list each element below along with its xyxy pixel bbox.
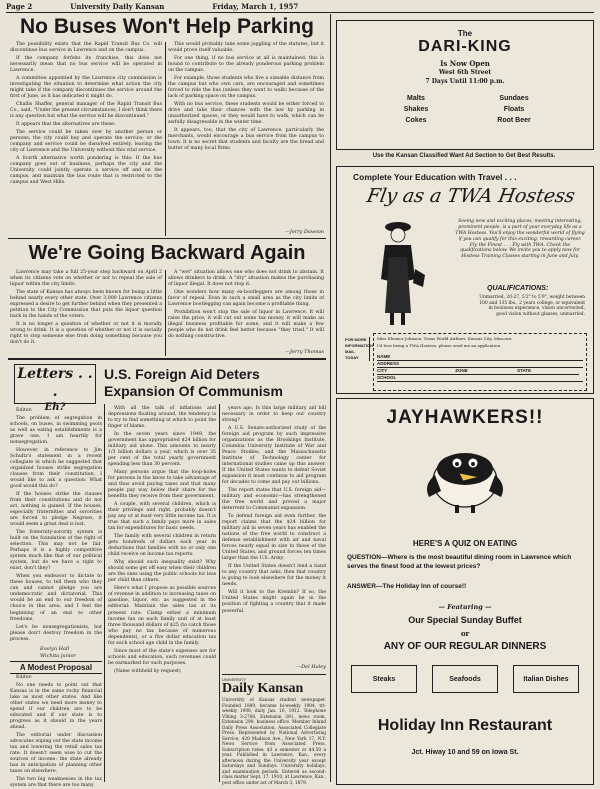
or-label: or — [460, 629, 470, 638]
paper-name: University Daily Kansan — [70, 2, 165, 11]
article1-paragraph: Challis Shaffer, general manager of the Rapid Transit Bus Co., said, "Under the present circumstances, I don't think there is any question but what the service will be discontinued." — [10, 102, 162, 120]
masthead-name: Daily Kansan — [222, 681, 304, 696]
foreign-aid-col2 — [222, 406, 326, 668]
foreign-aid-title-line1: U.S. Foreign Aid Deters — [104, 366, 260, 382]
menu-row — [367, 95, 563, 102]
foreign-aid-paragraph: years ago. Is this large military aid bill necessary in order to keep our country strong? — [222, 406, 326, 424]
page-header — [6, 2, 594, 13]
dariking-name: DARI-KING — [418, 38, 512, 55]
article1-paragraph: It appears, too, that the city of Lawrence, particularly the merchants, would encourage a bus service from the campus to town. It is no secret that students and faculty are the bread and butter of many local firms. — [168, 128, 324, 152]
coupon-to: Miss Eleanor Johnson, Trans World Airlines, Kansas City, Missouri — [377, 336, 512, 341]
foreign-aid-paragraph: Here's what I propose as possible sources of revenue in addition to increasing taxes on gasoline, liquor, etc. as suggested in the editorial: Maintain the sales tax at its present rate. Clamp either a minimum income tax on each family unit of at least three thousand dollars of $25 (to catch those who pay no tax because of numerous dependents), or a five dollar education tax for each school age child in the family. — [108, 586, 216, 646]
menu-item: Malts — [407, 95, 425, 102]
modest-proposal-paragraph: No one needs to point out that Kansas is in the same rocky financial lake as most other states. And like other states we need more money to spend if our children are to be educated and if our state is to progress as it should in the years ahead. — [10, 683, 102, 731]
coupon-field-address[interactable]: ADDRESS — [377, 361, 583, 368]
masthead — [222, 674, 326, 786]
masthead-text: University of Kansas student newspaper. Founded 1889, became bi-weekly 1904, tri-weekly 1908, daily Jan. 16, 1912. Telephone VIking 3-2700, Extension 391, news room, Extension 290, business office. Member Inland Daily Press Association, Associated Collegiate Press. Represented by National Advertising Service, 420 Madison Ave., New York 17, N.Y. News Service from Associated Press. Subscription rates: $3 a semester or $4.50 a year. Published in Lawrence, Kan., every afternoon during the University year except Saturdays and Sundays. University holidays, and examination periods. Entered as second-class matter Sept. 17, 1910, at Lawrence, Kan., post office under act of March 3, 1879. — [222, 698, 326, 786]
foreign-aid-col1 — [108, 406, 216, 783]
dariking-ad — [336, 20, 594, 150]
article2-paragraph: One wonders how many ex-bootleggers are among those in favor of repeal. Even in such a small area as the city limits of Lawrence bootlegging can again become a profitable thing. — [168, 290, 324, 308]
issue-date: Friday, March 1, 1957 — [212, 2, 299, 11]
dish-badge: Seafoods — [432, 665, 498, 693]
twa-body: Seeing new and exciting places, meeting interesting, prominent people, is a part of your everyday life as a TWA Hostess. You'll enjoy the wonderful world of flying if you can qualify for this exciting, rewarding career. Fly the Finest . . . Fly with TWA. Check the qualifications below. We invite you to apply now for Hostess Training Classes starting in June and July. — [455, 219, 585, 260]
page-number: Page 2 — [6, 2, 33, 11]
letter-paragraph: The problem of segregation in schools, on buses, in swimming pools as well as eating establishments is a grave one. I am heartily for nonsegregation. — [10, 416, 102, 446]
holiday-inn-name: Holiday Inn Restaurant — [377, 717, 553, 734]
foreign-aid-paragraph: (Name withheld by request) — [114, 668, 181, 674]
article1-paragraph: A fourth alternative worth pondering is this: If the bus company goes out of business, perhaps the city and the University could jointly operate a service off and on the campus, and maintain the bus route that is restricted to the campus and West Hills. — [10, 156, 162, 186]
letters-sub: Eh? — [44, 402, 66, 413]
foreign-aid-paragraph: Since most of the state's expenses are for schools and education, such revenues could be earmarked for such purposes. — [108, 648, 216, 666]
foreign-aid-paragraph: Why should such inequality exist? Why should some get off easy when their children are the ones using the public schools for less per child than others. — [108, 560, 216, 584]
article1-paragraph: This would probably take some juggling of the statutes, but it would prove itself valuable. — [168, 42, 324, 54]
holiday-inn-ad — [336, 398, 594, 785]
menu-row — [367, 117, 563, 124]
foreign-aid-paragraph: In the seven years since 1949, the government has appropriated $24 billion for military aid alone. This amounts to nearly 1/3 billion dollars a year, which is over 35 per cent of the total yearly government spending less than 30 percent. — [108, 432, 216, 468]
hostess-illustration — [363, 217, 433, 329]
twa-headline: Complete Your Education with Travel . . . — [353, 172, 517, 182]
letter-paragraph: When you endeavor to dictate to these houses, to tell them who they can and cannot pledge you are undemocratic and dictatorial. This would be an end to our freedom of choice in this area, and I feel the beginning of an end to other freedoms. — [10, 574, 102, 622]
modest-proposal-body — [10, 675, 102, 789]
letter-signer: Evelyn Hall — [40, 646, 70, 652]
article2-col2 — [168, 270, 324, 350]
foreign-aid-paragraph: If the United States doesn't lend a hand to any country that asks, then that country is going to look elsewhere for the money it needs. — [222, 564, 326, 588]
twa-side-label: FOR MORE INFORMATION MAIL TODAY — [345, 337, 373, 360]
foreign-aid-paragraph: A U.S. Senate-authorized study of the foreign aid program by such impressive organizations as the Brookings Institute, Columbia University Institute of War and Peace Studies, and the Massachusetts Institute of Technology center for international studies came up this answer. If the United States wants to defeat Soviet expansion it must continue to aid program for decades to come and pay out billions. — [222, 426, 326, 486]
article1-paragraph: A committee appointed by the Lawrence city commission is investigating the situation to determine what action the city might take if the company discontinues the service around the first of June, as it has indicated it might do. — [10, 76, 162, 100]
foreign-aid-signature: —Del Haley — [296, 664, 326, 670]
article1-col2 — [168, 42, 324, 230]
menu-item: Shakes — [403, 106, 429, 113]
masthead-label: UNIVERSITY — [222, 677, 247, 682]
article1-signature: —Jerry Dawson — [284, 229, 324, 235]
jayhawkers-heading: JAYHAWKERS!! — [386, 407, 544, 428]
dish-list — [351, 665, 579, 693]
regular-dinners: ANY OF OUR REGULAR DINNERS — [383, 641, 547, 652]
twa-script: Fly as a TWA Hostess — [365, 185, 577, 207]
letter-paragraph: The fraternity-sorority system is built on the foundation of the right of selection. This may not be fair. Perhaps it is a highly competitive system much like that of our political system, but do we have a right to exist, don't they? — [10, 530, 102, 572]
article2-paragraph: It is no longer a question of whether or not it is morally wrong to drink. It is a question of whether or not it is socially right to stop someone else from doing something because you don't do it. — [10, 322, 162, 346]
foreign-aid-paragraph: With all the talk of inflations and depressions floating around, the tendency is to try to find something at which to point the finger of blame. — [108, 406, 216, 430]
jayhawk-mascot-illustration — [419, 435, 511, 515]
twa-qual-text: Unmarried, 20-27, 5'2" to 5'9", weight between 100 and 135 lbs., 2 years college, or equivalent in business experience, vision uncorrected, good vision without glasses, unmarried. — [479, 295, 585, 317]
menu-item: Root Beer — [497, 117, 531, 124]
foreign-aid-paragraph: The report states that U.S. foreign aid—military and economic—has strengthened the free world and proved a major deterrent to Communist expansion. — [222, 488, 326, 512]
dariking-menu — [367, 95, 563, 128]
foreign-aid-paragraph: Will it look to the Kremlin? If so, the United States might again be in the position of fighting a country that it made powerful. — [222, 590, 326, 614]
quiz-heading: HERE'S A QUIZ ON EATING — [412, 539, 518, 548]
coupon-line: I'd love being a TWA Hostess, please send me an application. — [377, 343, 502, 348]
article2-paragraph: Lawrence may take a full 25-year step backward on April 2 when its citizens vote on whether or not to repeal the sale of liquor within the city limits. — [10, 270, 162, 288]
letter-paragraph: However, in reference to Jim Schultz's statement in a recent collegiate in which he suggested that organized houses strike segregation clauses from their constitution, I would like to ask a question: What good would this do? — [10, 448, 102, 490]
article1-title: No Buses Won't Help Parking — [20, 15, 314, 38]
twa-ad — [336, 166, 594, 394]
article1-paragraph: If the company forfeits its franchise, this does not necessarily mean that no bus service will be operated in Lawrence. — [10, 56, 162, 74]
coupon-fields — [377, 354, 583, 382]
article1-paragraph: For example, those students who live a sizeable distance from the campus but who own cars, are encouraged and sometimes forced to ride the bus (unless they want to walk) because of the lack of parking space on the campus. — [168, 76, 324, 100]
letters-title: Letters . . . — [17, 366, 93, 400]
coupon-field-state[interactable]: STATE — [517, 368, 579, 375]
letter-paragraph: Editor: — [16, 408, 33, 413]
foreign-aid-paragraph: Many persons argue that the loop-holes for persons in the know to take advantage of and thus avoid paying taxes and that many people pay way below their share for the benefits they receive from their government. — [108, 470, 216, 500]
dariking-address: West 6th Street — [438, 69, 492, 76]
quiz-question: QUESTION—Where is the most beautiful dining room in Lawrence which serves the finest food at the lowest prices? — [347, 554, 572, 570]
letters-body — [10, 408, 102, 644]
article1-paragraph: The service could be taken over by another person or persons; the city could buy and operate the service; or the company and service could be dissolved entirely, leaving the city of Lawrence and the University without this vital service. — [10, 130, 162, 154]
twa-qual-title: QUALIFICATIONS: — [487, 285, 549, 292]
coupon-field-school[interactable]: SCHOOL — [377, 375, 583, 382]
coupon-field-zone[interactable]: ZONE — [455, 368, 517, 375]
article2-title: We're Going Backward Again — [28, 242, 306, 264]
article2-paragraph: The state of Kansas has always been known for being a little behind nearly every other state. Over 3,000 Lawrence citizens expressed a desire to get further behind when they presented a petition to the City Commission that puts the liquor question back in the hands of the voters. — [10, 290, 162, 320]
article2-paragraph: A "wet" situation allows one who does not drink to abstain. It allows drinkers to drink. A "dry" situation makes the purchasing of liquor illegal. It does not stop it. — [168, 270, 324, 288]
menu-item: Sundaes — [499, 95, 529, 102]
dariking-hours: 7 Days Until 11:00 p.m. — [425, 78, 505, 85]
letter-paragraph: Let's be nonsegregationists, but please don't destroy freedom in the process. — [10, 624, 102, 642]
dariking-open: Is Now Open — [440, 59, 490, 68]
article1-paragraph: For one thing, if no bus service at all is maintained, this is bound to contribute to the already ponderous parking problem on the campus. — [168, 56, 324, 74]
article2-signature: —Jerry Thomas — [284, 349, 324, 355]
coupon-field-city[interactable]: CITY — [377, 368, 455, 375]
article1-paragraph: It appears that the alternatives are these: — [16, 122, 116, 128]
quiz-answer: ANSWER—The Holiday Inn of course!! — [347, 583, 467, 590]
featuring-label: — Featuring — — [438, 603, 492, 611]
dish-badge: Steaks — [351, 665, 417, 693]
modest-proposal-title: A Modest Proposal — [10, 661, 102, 674]
dariking-the: The — [457, 29, 473, 38]
article2-col1 — [10, 270, 162, 354]
holiday-inn-location: Jct. Hiway 10 and 59 on Iowa St. — [411, 749, 519, 756]
foreign-aid-title-line2: Expansion Of Communism — [104, 383, 283, 399]
sunday-buffet: Our Special Sunday Buffet — [408, 615, 522, 625]
modest-proposal-paragraph: The editorial under discussion advocates wiping out the state income tax and lowering the retail sales tax rate. It doesn't seem wise to cut the sources of income: the state already has in anticipation of planning other taxes on elsewhere. — [10, 733, 102, 775]
foreign-aid-paragraph: To defend foreign aid even further, the report claims that the $24 billion for military aid in seven years has enabled the nations of the free world to construct a defense establishment with air and naval forces nearly equal in size to those of the United States, and ground forces ten times larger than the U.S. Army. — [222, 514, 326, 562]
modest-proposal-paragraph: Editor: — [16, 675, 33, 680]
menu-item: Cokes — [405, 117, 427, 124]
article1-paragraph: With no bus service, these students would be either forced to drive and take their chances with the law by parking in unauthorized spaces, or they would have to walk, which can be awfully disagreeable in the winter time. — [168, 102, 324, 126]
menu-row — [367, 106, 563, 113]
article2-paragraph: Prohibition won't stop the sale of liquor in Lawrence. It will raise the price, it will cut out some tax money, it will make an illegal business profitable for some, and it will make a few people who do not drink feel better because "they tried." It will do nothing constructive. — [168, 310, 324, 340]
article1-paragraph: The possibility exists that the Rapid Transit Bus Co. will discontinue bus service in Lawrence and on the campus. — [10, 42, 162, 54]
twa-coupon — [373, 333, 587, 391]
foreign-aid-paragraph: The family with several children in return gets hundreds of dollars each year in deductions that families with no or only one child receive on income tax reports. — [108, 534, 216, 558]
modest-proposal-paragraph: The two big weaknesses in the tax system are that there are too many — [10, 777, 102, 789]
dish-badge: Italian Dishes — [513, 665, 579, 693]
article1-col1 — [10, 42, 162, 236]
foreign-aid-paragraph: A couple, with several children, which is their privilege and right, probably doesn't pay any or at least very little income tax. It is true that such a family pays more in sales tax for expenditures for basic needs. — [108, 502, 216, 532]
letter-signer-class: Wichita junior — [40, 653, 76, 659]
coupon-field-name[interactable]: NAME — [377, 354, 583, 361]
letter-paragraph: If the houses strike the clauses from their constitutions and do not act, nothing is gained. If the houses, especially fraternities and sororities are forced to pledge Negroes, it would seem a great deal is lost. — [10, 492, 102, 528]
classified-note: Use the Kansan Classified Want Ad Section to Get Best Results. — [372, 153, 556, 159]
menu-item: Floats — [503, 106, 525, 113]
